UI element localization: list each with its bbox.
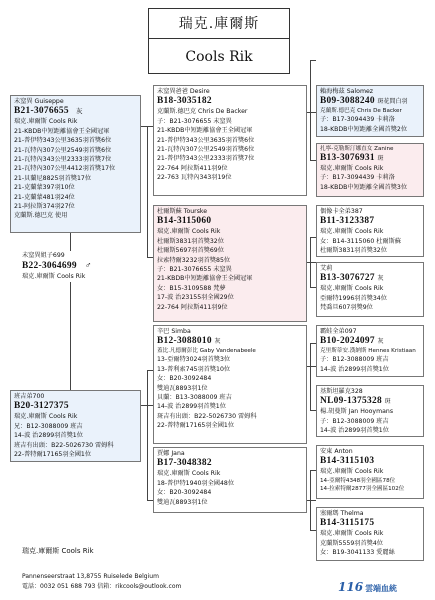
connector-line [147,126,148,257]
title-english: Cools Rik [185,49,253,65]
result-line: 21-普伊特343公里3635羽首獎6位 [157,136,255,144]
sibling-card [10,390,141,462]
ring-number: B13-3076931 斑 [320,153,384,163]
card-label: 賈娜 Jana [157,450,185,457]
great-grandsire-card [316,325,424,377]
title-box [148,8,290,74]
logo [338,576,426,594]
result-line: 14-波 治2899羽首獎1位 [320,365,389,373]
result-line: 梵喬旦607羽獎9位 [320,304,373,312]
breeder: 瑞克.庫爾斯 Cools Rik [14,118,78,126]
card-label: 安東 Anton [320,448,353,455]
connector-line [310,60,311,160]
breeder: 蓋比.凡德爾彭比 Gaby Vandenabeele [157,348,256,355]
ring-number: B18-3035182 [157,96,212,107]
result-line: 女：B15-3109588 梵夢 [157,284,226,292]
great-grandsire-card [316,85,424,137]
logo-text: 雲端血統 [365,584,398,593]
result-line: 22-普特爾17165羽全國1位 [157,422,235,430]
breeder: 瑞克.庫爾斯 Cools Rik [157,470,221,478]
result-line: 21-普伊特343公里3635羽首獎6位 [14,137,112,145]
result-line: 亞爾特1996羽首獎34位 [320,294,387,302]
ring-number: NL09-1375328 斑 [320,396,391,407]
note-line: 克蘭斯.德巴克 使用 [14,212,68,220]
connector-line [147,370,148,500]
great-granddam-card [316,507,424,561]
ring-number: B12-3088010 灰 [157,336,221,347]
result-line: 14-拉索特爾2877羽全國區102位 [320,485,405,492]
result-line: 14-波 治2899羽首獎1位 [157,403,226,411]
result-line: 克蘭斯5559羽首獎4位 [320,539,383,547]
ring-number: B09-3088240 斑花間白羽 [320,96,408,107]
result-line: 22-764 阿拉斯411羽9位 [157,303,228,311]
card-label: 賴海梅茲 Salomez [320,88,374,95]
result-line: 女：B20-3092484 [157,375,212,383]
card-label: 班吉弟700 [14,393,45,400]
result-line: 女：B20-3092484 [157,489,212,497]
breeder: 瑞克.庫爾斯 Cools Rik [320,285,384,293]
connector-line [310,343,311,410]
card-label: 基斯坦羅克328 [320,388,363,395]
breeder: 瑞克.庫爾斯 Cools Rik [320,165,384,172]
result-line: 子：B17-3094439 卡莉洛 [320,174,395,182]
breeder: 楊.胡曼斯 Jan Hooymans [320,408,394,416]
breeder: 瑞克.庫爾斯 Cools Rik [320,530,384,538]
result-line: 女：B14-3115060 杜爾斯蘇 [320,237,401,245]
footer [22,572,181,592]
result-line: 21-KBDB中短距離協會王全國冠軍 [157,127,253,135]
result-line: 22-普特爾17165羽全國1位 [14,451,92,459]
great-granddam-card [316,385,424,437]
ring-number: B13-3076727 灰 [320,273,384,284]
footer-contact: 電話：0032 051 688 793 信箱：rikcools@outlook.com [22,583,182,590]
result-line: 子：B17-3094439 卡莉洛 [320,116,395,124]
connector-line [307,112,316,113]
sire-card [10,95,141,233]
connector-line [307,500,316,501]
result-line: 子：B12-3088009 班吉 [320,417,389,425]
connector-line [307,366,316,367]
connector-line [310,237,311,287]
connector-line [310,470,311,530]
result-line: 13-亞爾特3024羽首獎3位 [157,356,231,364]
great-granddam-card [316,143,424,197]
breeder: 克蘭斯.德巴克 Chris De Backer [320,108,402,115]
card-label: 未窒異爸爸 Desire [157,88,210,95]
breeder: 克蘭斯.德巴克 Chris De Backer [157,108,248,116]
result-line: 班吉有出頭：B22-5026730 雷姆科 [14,441,114,449]
connector-line [70,233,71,251]
result-line: 21-KBDB中短距離協會王全國冠軍 [157,275,253,283]
result-line: 貝蘭：B13-3088009 班吉 [157,394,232,402]
result-line: 21-瓦特內307公里2549羽首獎6位 [157,146,255,154]
result-line: 21-普伊特343公里2333羽首獎7位 [157,155,255,163]
breeder: 瑞克.庫爾斯 Cools Rik [320,228,384,236]
card-label: 杜爾斯蘇 Tourske [157,208,208,215]
ring-number: B21-3076655 灰 [14,106,83,117]
result-line: 21-克蘭蒙397羽10位 [14,184,75,192]
great-grandsire-card [316,445,424,499]
result-line: 14-亞爾特4348羽全國區78位 [320,477,396,484]
breeder: 瑞克.庫爾斯 Cools Rik [22,273,86,281]
ring-number: B17-3048382 [157,458,212,469]
ring-number: B20-3127375 [14,401,69,412]
result-line: 拉索特爾3232羽首獎85位 [157,256,231,264]
result-line: 22-764 阿拉斯411羽9位 [157,164,228,172]
ring-number: B22-3064699 ♂ [22,260,92,272]
result-line: 21-阿拉斯374羽27位 [14,203,75,211]
result-line: 17-波 治23155羽全國29位 [157,294,234,302]
owner-name: 瑞克.庫爾斯 Cools Rik [22,547,94,555]
result-line: 杜爾斯5697羽首獎69位 [157,247,224,255]
ring-number: B11-3123387 [320,216,375,227]
title-chinese: 瑞克.庫爾斯 [178,16,260,32]
logo-number: 116 [338,580,364,594]
great-grandsire-card [316,205,424,257]
result-line: 雙迪瓦8893羽1位 [157,498,208,506]
maternal-grandsire-card [153,325,307,444]
great-granddam-card [316,262,424,317]
result-line: 子：B21-3076655 未窒異 [157,266,232,274]
ring-number: B14-3115060 [157,216,212,227]
footer-address: Pannenseerstraat 13,8755 Ruiselede Belgium [22,573,159,580]
card-label: 霸蛙全弟097 [320,328,357,335]
ring-number: B14-3115175 [320,518,375,529]
result-line: 22-763 瓦特內343羽19位 [157,174,232,182]
result-line: 14-波 治2899羽首獎1位 [14,432,83,440]
result-line: 杜爾斯3831羽首獎32位 [320,247,387,255]
breeder: 瑞克.庫爾斯 Cools Rik [320,468,384,476]
breeder: 瑞克.庫爾斯 Cools Rik [157,228,221,236]
card-label: 塞爾瑪 Thelma [320,510,364,517]
result-line: 杜爾斯3831羽首獎32位 [157,237,224,245]
result-line: 21-克蘭蒙481羽24位 [14,193,75,201]
result-line: 21-瓦特內307公里4412羽首獎17位 [14,165,116,173]
result-line: 雙迪瓦8893羽1位 [157,384,208,392]
result-line: 13-普利索745羽首獎10位 [157,365,231,373]
result-line: 子：B12-3088009 班吉 [320,356,389,364]
card-label: 扎寧-克勒斯汀娜直女 Zanine [320,146,394,152]
connector-line [70,282,71,390]
connector-line [307,262,316,263]
result-line: 21-KBDB中短距離協會王全國冠軍 [14,127,110,135]
result-line: 兄：B12-3088009 班吉 [14,422,83,430]
result-line: 18-普伊特1940羽全國48位 [157,479,235,487]
ring-number: B10-2024097 灰 [320,336,384,347]
maternal-granddam-card [153,447,307,513]
result-line: 18-KBDB中短距離全國首獎2位 [320,125,408,133]
card-label: 辛巴 Simba [157,328,191,335]
result-line: 14-波 治2899羽首獎1位 [320,427,389,435]
title-divider [149,38,289,39]
connector-line [310,60,316,61]
granddam-card [153,205,307,322]
grandsire-card [153,85,307,196]
result-line: 女：B19-3041133 愛麗絲 [320,549,395,557]
card-label: 未窒異 Guiseppe [14,98,64,105]
ring-number: B14-3115103 [320,456,375,467]
result-line: 21-瓦特內307公里2549羽首獎6位 [14,146,112,154]
breeder: 瑞克.庫爾斯 Cools Rik [14,413,78,421]
breeder: 克里斯蒂安.漢納斯 Hennes Kristiaan [320,348,416,355]
dam-label [22,251,92,282]
result-line: 子：B21-3076655 未窒異 [157,117,232,125]
result-line: 18-KBDB中短距離全國首獎3位 [320,183,408,191]
card-label: 偶像卡全弟387 [320,208,363,215]
result-line: 21-貝蘭尼8825羽首獎17位 [14,174,92,182]
card-label: 艾莉 [320,265,333,272]
card-label: 未窒異姐子699 [22,252,65,259]
result-line: 21-瓦特內343公里2333羽首獎7位 [14,156,112,164]
result-line: 斑吉有出頭：B22-5026730 雷姆科 [157,412,257,420]
